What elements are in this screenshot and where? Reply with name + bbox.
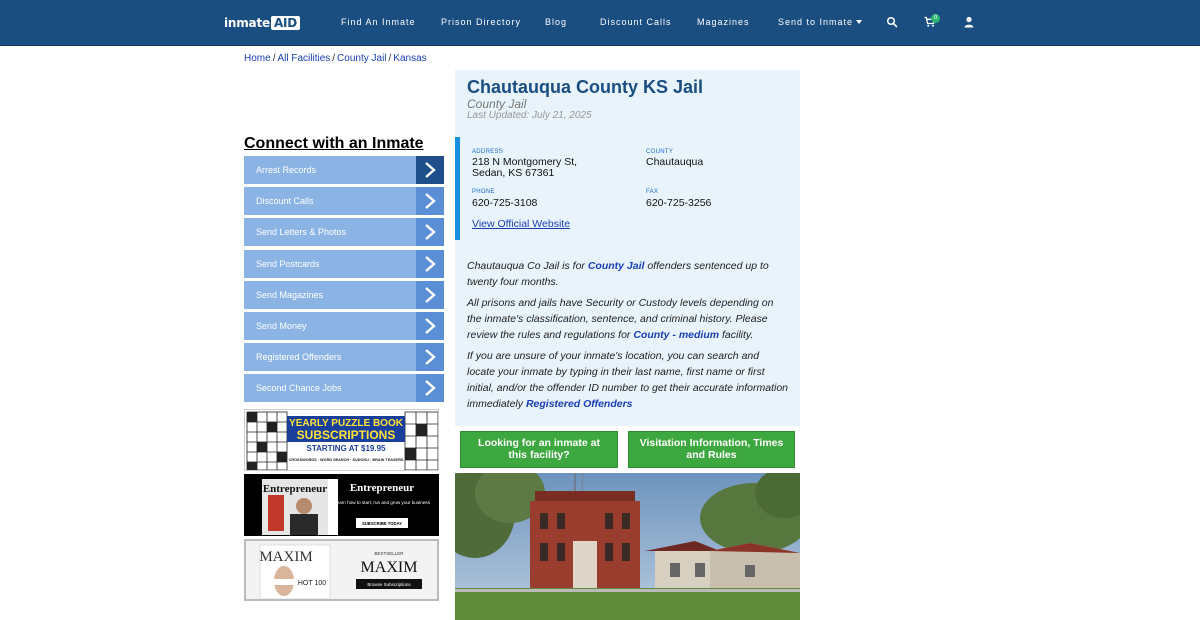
puzzle-book-ad[interactable] [244, 409, 439, 471]
entrepreneur-brand: Entrepreneur [349, 482, 415, 494]
logo-text: inmate [224, 16, 270, 30]
breadcrumb-separator: / [272, 53, 276, 64]
facility-photo-graphic [455, 473, 800, 620]
logo-aid: AID [271, 16, 300, 30]
description-text: All prisons and jails have Security or Custody levels depending on the inmate's classification, sentence, and criminal history. Please review the rules and regulations for [467, 297, 774, 341]
breadcrumb-kansas[interactable]: Kansas [393, 53, 427, 64]
chevron-right-icon [416, 218, 444, 246]
chevron-down-icon [856, 20, 862, 24]
puzzle-ad-line1: YEARLY PUZZLE BOOK [289, 418, 403, 429]
chevron-right-icon [416, 187, 444, 215]
county-label: COUNTY [646, 149, 674, 155]
phone-value: 620-725-3108 [472, 197, 538, 209]
visitation-info-button[interactable]: Visitation Information, Times and Rules [628, 431, 795, 468]
maxim-ad-graphic [246, 541, 437, 599]
phone-label: PHONE [472, 189, 495, 195]
breadcrumb-home[interactable]: Home [244, 53, 271, 64]
sidebar-item-label: Send Money [256, 320, 307, 331]
address-label: ADDRESS [472, 149, 504, 155]
sidebar-item-second-chance-jobs[interactable] [244, 374, 444, 402]
breadcrumb [244, 53, 427, 64]
maxim-cta: Browse Subscriptions [367, 582, 411, 587]
facility-type: County Jail [467, 97, 527, 111]
county-jail-link[interactable]: County Jail [587, 260, 645, 272]
address-line-1: 218 N Montgomery St, [472, 156, 578, 168]
puzzle-ad-line3: STARTING AT $19.95 [306, 444, 386, 453]
fax-value: 620-725-3256 [646, 197, 712, 209]
facility-photo [455, 473, 800, 620]
description-text: offenders sentenced up to twenty four months. [467, 260, 769, 288]
county-value: Chautauqua [646, 156, 704, 168]
sidebar-item-send-postcards[interactable] [244, 250, 444, 278]
page-title: Chautauqua County KS Jail [467, 77, 704, 97]
sidebar-item-label: Registered Offenders [256, 352, 342, 363]
chevron-right-icon [416, 374, 444, 402]
nav-discount-calls[interactable]: Discount Calls [600, 17, 672, 27]
chevron-right-icon [416, 250, 444, 278]
breadcrumb-separator: / [388, 53, 392, 64]
breadcrumb-all-facilities[interactable]: All Facilities [277, 53, 331, 64]
entrepreneur-cta: SUBSCRIBE TODAY [361, 521, 403, 526]
puzzle-ad-line4: CROSSWORDS · WORD SEARCH · SUDOKU · BRAIN TEASERS [288, 458, 404, 462]
sidebar-item-label: Second Chance Jobs [256, 383, 342, 394]
connect-menu [244, 156, 444, 406]
chevron-right-icon [416, 312, 444, 340]
site-logo[interactable] [224, 15, 300, 31]
fax-label: FAX [646, 189, 659, 195]
puzzle-ad-graphic [245, 410, 439, 471]
description-paragraph-3 [467, 348, 789, 412]
maxim-hot-100: HOT 100 [297, 580, 327, 587]
entrepreneur-cover-title: Entrepreneur [262, 483, 328, 495]
top-nav-bar [0, 0, 1200, 46]
find-inmate-at-facility-button[interactable]: Looking for an inmate at this facility? [460, 431, 618, 468]
breadcrumb-county-jail[interactable]: County Jail [337, 53, 387, 64]
chevron-right-icon [416, 343, 444, 371]
sidebar-item-registered-offenders[interactable] [244, 343, 444, 371]
sidebar-item-send-letters-photos[interactable] [244, 218, 444, 246]
maxim-bestseller: BESTSELLER [374, 551, 404, 556]
sidebar-item-label: Send Magazines [256, 289, 324, 300]
sidebar-item-send-magazines[interactable] [244, 281, 444, 309]
description-text: facility. [719, 329, 754, 341]
nav-send-to-inmate[interactable] [778, 17, 862, 27]
cart-count-badge: 0 [931, 14, 940, 23]
maxim-ad[interactable] [244, 539, 439, 601]
puzzle-ad-line2: SUBSCRIPTIONS [296, 428, 396, 442]
county-medium-link[interactable]: County - medium [633, 329, 720, 341]
nav-send-to-inmate-label: Send to Inmate [778, 17, 854, 27]
entrepreneur-ad[interactable] [244, 474, 439, 536]
connect-title: Connect with an Inmate [244, 135, 424, 152]
sidebar-item-send-money[interactable] [244, 312, 444, 340]
nav-find-an-inmate[interactable]: Find An Inmate [341, 17, 416, 27]
sidebar-item-label: Send Postcards [256, 258, 320, 269]
user-icon[interactable] [963, 16, 975, 28]
entrepreneur-tagline: Learn how to start, run and grow your business [334, 500, 430, 505]
description-paragraph-2 [467, 295, 789, 343]
search-icon[interactable] [886, 16, 898, 28]
address-line-2: Sedan, KS 67361 [472, 167, 555, 179]
nav-prison-directory[interactable]: Prison Directory [441, 17, 522, 27]
maxim-cover-title: MAXIM [259, 549, 313, 565]
official-website-link[interactable]: View Official Website [472, 218, 571, 230]
sidebar-item-arrest-records[interactable] [244, 156, 444, 184]
breadcrumb-separator: / [332, 53, 336, 64]
nav-magazines[interactable]: Magazines [697, 17, 750, 27]
registered-offenders-link[interactable]: Registered Offenders [525, 398, 633, 410]
description-text: Chautauqua Co Jail is for [467, 260, 588, 272]
sidebar-item-discount-calls[interactable] [244, 187, 444, 215]
sidebar-item-label: Arrest Records [256, 165, 317, 175]
maxim-brand: MAXIM [360, 559, 418, 576]
description-text: If you are unsure of your inmate's location, you can search and locate your inmate by typing in their last name, first name or first initial, and/or the offender ID number to get their accurate information immediately [467, 350, 789, 410]
sidebar-item-label: Discount Calls [256, 196, 314, 207]
nav-blog[interactable]: Blog [545, 17, 568, 27]
entrepreneur-ad-graphic [244, 474, 439, 536]
chevron-right-icon [416, 156, 444, 184]
last-updated: Last Updated: July 21, 2025 [467, 110, 592, 121]
sidebar-item-label: Send Letters & Photos [256, 227, 347, 238]
description-paragraph-1 [467, 258, 789, 290]
chevron-right-icon [416, 281, 444, 309]
